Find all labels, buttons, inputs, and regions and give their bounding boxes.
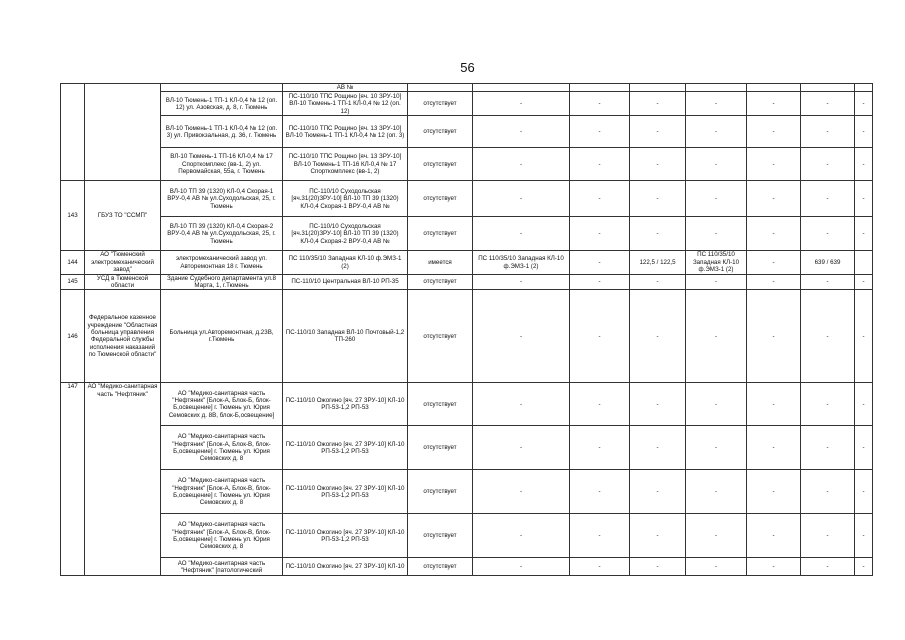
col-7-cell: - [570, 148, 630, 181]
col-8-cell: - [630, 514, 686, 558]
col-10-cell: - [747, 217, 801, 251]
col-9-cell [686, 84, 747, 92]
col-7-cell: - [570, 274, 630, 290]
power-source-cell: ПС-110/10 Ожогино [яч. 27 ЗРУ-10] КЛ-10 [283, 558, 408, 576]
col-11-cell: - [801, 290, 855, 383]
object-cell: АО "Медико-санитарная часть "Нефтяник" [Блок-А, Блок-В, блок-Б,освещение] г. Тюмень ул. Юрия Семовских д. 8 [161, 470, 283, 514]
object-cell [161, 84, 283, 92]
row-number-cell: 144 [61, 251, 85, 274]
col-7-cell: - [570, 470, 630, 514]
col-6-cell: - [473, 116, 570, 148]
col-6-cell: - [473, 290, 570, 383]
col-11-cell: - [801, 217, 855, 251]
col-9-cell: - [686, 514, 747, 558]
table-row [61, 274, 873, 290]
organization-cell: УСД в Тюменской области [85, 274, 161, 290]
col-7-cell [570, 84, 630, 92]
col-12-cell: - [855, 148, 873, 181]
col-11-cell: - [801, 274, 855, 290]
col-6-cell: - [473, 514, 570, 558]
col-7-cell: - [570, 92, 630, 116]
status-cell: отсутствует [408, 290, 473, 383]
power-source-cell: ПС-110/10 Центральная ВЛ-10 РП-35 [283, 274, 408, 290]
power-source-cell: ПС-110/10 Суходольская [яч.31(20)ЗРУ-10] ВЛ-10 ТП 39 (1320) КЛ-0,4 Скорая-1 ВРУ-0,4 АВ № [283, 181, 408, 217]
object-cell: АО "Медико-санитарная часть "Нефтяник" [патологический [161, 558, 283, 576]
table-row [61, 426, 873, 470]
col-12-cell [855, 251, 873, 274]
col-8-cell: - [630, 426, 686, 470]
col-12-cell: - [855, 290, 873, 383]
col-12-cell: - [855, 470, 873, 514]
col-10-cell: - [747, 514, 801, 558]
col-7-cell: - [570, 181, 630, 217]
table-row [61, 558, 873, 576]
table-row [61, 92, 873, 116]
col-9-cell: - [686, 290, 747, 383]
col-9-cell: - [686, 92, 747, 116]
status-cell: отсутствует [408, 514, 473, 558]
col-12-cell: - [855, 116, 873, 148]
col-8-cell: - [630, 470, 686, 514]
power-source-cell: ПС-110/10 ТПС Рощино [яч. 10 ЗРУ-10] ВЛ-10 Тюмень-1 ТП-1 КЛ-0,4 № 12 (оп. 12) [283, 92, 408, 116]
col-11-cell: - [801, 383, 855, 426]
status-cell: отсутствует [408, 426, 473, 470]
col-7-cell: - [570, 514, 630, 558]
col-6-cell: - [473, 217, 570, 251]
power-source-cell: ПС-110/10 ТПС Рощино [яч. 13 ЗРУ-10] ВЛ-10 Тюмень-1 ТП-16 КЛ-0,4 № 17 Спорткомплекс (вв-1, 2) [283, 148, 408, 181]
power-source-cell: ПС-110/10 Ожогино [яч. 27 ЗРУ-10] КЛ-10 РП-53-1,2 РП-53 [283, 426, 408, 470]
col-7-cell: - [570, 116, 630, 148]
col-8-cell: 122,5 / 122,5 [630, 251, 686, 274]
object-cell: электромеханический завод ул. Авторемонтная 18 г. Тюмень [161, 251, 283, 274]
col-10-cell: - [747, 181, 801, 217]
col-9-cell: - [686, 426, 747, 470]
status-cell: отсутствует [408, 148, 473, 181]
object-cell: ВЛ-10 Тюмень-1 ТП-16 КЛ-0,4 № 17 Спорткомплекс (вв-1, 2) ул. Первомайская, 55а, г. Тюмень [161, 148, 283, 181]
col-7-cell: - [570, 290, 630, 383]
col-9-cell: - [686, 383, 747, 426]
table-row [61, 84, 873, 92]
col-8-cell: - [630, 148, 686, 181]
status-cell: отсутствует [408, 181, 473, 217]
table-row [61, 470, 873, 514]
status-cell: отсутствует [408, 383, 473, 426]
data-table [60, 83, 873, 576]
col-8-cell: - [630, 290, 686, 383]
col-9-cell: - [686, 470, 747, 514]
col-10-cell: - [747, 116, 801, 148]
col-9-cell: ПС 110/35/10 Западная КЛ-10 ф.ЭМЗ-1 (2) [686, 251, 747, 274]
col-10-cell: - [747, 558, 801, 576]
table-row [61, 514, 873, 558]
col-9-cell: - [686, 181, 747, 217]
col-9-cell: - [686, 217, 747, 251]
status-cell: отсутствует [408, 217, 473, 251]
col-8-cell: - [630, 217, 686, 251]
col-10-cell: - [747, 426, 801, 470]
organization-cell: ГБУЗ ТО "ССМП" [85, 181, 161, 251]
col-11-cell [801, 84, 855, 92]
object-cell: Здание Судебного департамента ул.8 Марта, 1, г.Тюмень [161, 274, 283, 290]
col-11-cell: - [801, 92, 855, 116]
col-7-cell: - [570, 558, 630, 576]
col-10-cell: - [747, 251, 801, 274]
col-6-cell: - [473, 426, 570, 470]
col-12-cell: - [855, 217, 873, 251]
col-9-cell: - [686, 148, 747, 181]
col-8-cell: - [630, 92, 686, 116]
power-source-cell: ПС-110/10 Ожогино [яч. 27 ЗРУ-10] КЛ-10 РП-53-1,2 РП-53 [283, 470, 408, 514]
col-7-cell: - [570, 426, 630, 470]
col-6-cell: - [473, 558, 570, 576]
col-12-cell: - [855, 383, 873, 426]
col-12-cell: - [855, 274, 873, 290]
power-source-cell: ПС-110/10 Ожогино [яч. 27 ЗРУ-10] КЛ-10 РП-53-1,2 РП-53 [283, 383, 408, 426]
status-cell: отсутствует [408, 116, 473, 148]
row-number-cell: 146 [61, 290, 85, 383]
col-10-cell: - [747, 383, 801, 426]
power-source-cell: ПС-110/10 Западная ВЛ-10 Почтовый-1,2 ТП-260 [283, 290, 408, 383]
power-source-cell: ПС-110/10 ТПС Рощино [яч. 13 ЗРУ-10] ВЛ-10 Тюмень-1 ТП-1 КЛ-0,4 № 12 (оп. 3) [283, 116, 408, 148]
organization-cell [85, 84, 161, 181]
col-11-cell: - [801, 514, 855, 558]
col-11-cell: - [801, 426, 855, 470]
row-number-cell [61, 84, 85, 181]
col-6-cell [473, 84, 570, 92]
table-row [61, 217, 873, 251]
col-10-cell: - [747, 148, 801, 181]
col-11-cell: - [801, 116, 855, 148]
col-12-cell: - [855, 514, 873, 558]
organization-cell: АО "Медико-санитарная часть "Нефтяник" [85, 383, 161, 576]
col-6-cell: - [473, 470, 570, 514]
table-row [61, 290, 873, 383]
col-8-cell: - [630, 383, 686, 426]
table-row [61, 251, 873, 274]
status-cell: отсутствует [408, 92, 473, 116]
object-cell: Больница ул.Авторемонтная, д.23В, г.Тюмень [161, 290, 283, 383]
col-12-cell: - [855, 181, 873, 217]
col-11-cell: - [801, 470, 855, 514]
col-7-cell: - [570, 251, 630, 274]
status-cell: отсутствует [408, 470, 473, 514]
power-source-cell: ПС 110/35/10 Западная КЛ-10 ф.ЭМЗ-1 (2) [283, 251, 408, 274]
organization-cell: Федеральное казенное учреждение "Областная больница управления Федеральной службы исполнения наказаний по Тюменской области" [85, 290, 161, 383]
table-row [61, 116, 873, 148]
col-6-cell: ПС 110/35/10 Западная КЛ-10 ф.ЭМЗ-1 (2) [473, 251, 570, 274]
object-cell: АО "Медико-санитарная часть "Нефтяник" [Блок-А, Блок-Б, блок-Б,освещение] г. Тюмень ул. Юрия Семовских д. 8В, блок-Б,освещение] [161, 383, 283, 426]
col-7-cell: - [570, 383, 630, 426]
col-10-cell: - [747, 274, 801, 290]
col-7-cell: - [570, 217, 630, 251]
col-8-cell: - [630, 274, 686, 290]
page-number: 56 [460, 60, 475, 75]
status-cell: имеется [408, 251, 473, 274]
status-cell: отсутствует [408, 274, 473, 290]
col-10-cell [747, 84, 801, 92]
col-8-cell: - [630, 116, 686, 148]
col-6-cell: - [473, 181, 570, 217]
col-12-cell: - [855, 92, 873, 116]
col-10-cell: - [747, 290, 801, 383]
object-cell: АО "Медико-санитарная часть "Нефтяник" [Блок-А, Блок-В, блок-Б,освещение] г. Тюмень ул. Юрия Семовских д. 8 [161, 514, 283, 558]
row-number-cell: 143 [61, 181, 85, 251]
power-source-cell: ПС-110/10 Ожогино [яч. 27 ЗРУ-10] КЛ-10 РП-53-1,2 РП-53 [283, 514, 408, 558]
col-11-cell: 639 / 639 [801, 251, 855, 274]
object-cell: ВЛ-10 Тюмень-1 ТП-1 КЛ-0,4 № 12 (оп. 12) ул. Азовская, д. 8, г. Тюмень [161, 92, 283, 116]
col-11-cell: - [801, 148, 855, 181]
status-cell: отсутствует [408, 558, 473, 576]
row-number-cell: 147 [61, 383, 85, 576]
status-cell [408, 84, 473, 92]
col-8-cell: - [630, 181, 686, 217]
col-9-cell: - [686, 274, 747, 290]
col-9-cell: - [686, 116, 747, 148]
col-12-cell: - [855, 426, 873, 470]
power-source-cell: ПС-110/10 Суходольская [яч.31(20)ЗРУ-10] ВЛ-10 ТП 39 (1320) КЛ-0,4 Скорая-2 ВРУ-0,4 АВ № [283, 217, 408, 251]
object-cell: ВЛ-10 ТП 39 (1320) КЛ-0,4 Скорая-1 ВРУ-0,4 АВ № ул.Суходольская, 25, г. Тюмень [161, 181, 283, 217]
organization-cell: АО "Тюменский электромеханический завод" [85, 251, 161, 274]
power-source-cell: АВ № [283, 84, 408, 92]
col-6-cell: - [473, 148, 570, 181]
col-10-cell: - [747, 470, 801, 514]
object-cell: ВЛ-10 Тюмень-1 ТП-1 КЛ-0,4 № 12 (оп. 3) ул. Привокзальная, д. 36, г. Тюмень [161, 116, 283, 148]
col-8-cell: - [630, 558, 686, 576]
col-11-cell: - [801, 181, 855, 217]
table-body [61, 84, 873, 576]
col-12-cell: - [855, 558, 873, 576]
col-10-cell: - [747, 92, 801, 116]
table-row [61, 383, 873, 426]
col-6-cell: - [473, 383, 570, 426]
col-11-cell: - [801, 558, 855, 576]
col-9-cell: - [686, 558, 747, 576]
table-row [61, 148, 873, 181]
col-6-cell: - [473, 274, 570, 290]
col-12-cell [855, 84, 873, 92]
object-cell: АО "Медико-санитарная часть "Нефтяник" [Блок-А, Блок-В, блок-Б,освещение] г. Тюмень ул. Юрия Семовских д. 8 [161, 426, 283, 470]
object-cell: ВЛ-10 ТП 39 (1320) КЛ-0,4 Скорая-2 ВРУ-0,4 АВ № ул.Суходольская, 25, г. Тюмень [161, 217, 283, 251]
table-row [61, 181, 873, 217]
row-number-cell: 145 [61, 274, 85, 290]
col-6-cell: - [473, 92, 570, 116]
col-8-cell [630, 84, 686, 92]
